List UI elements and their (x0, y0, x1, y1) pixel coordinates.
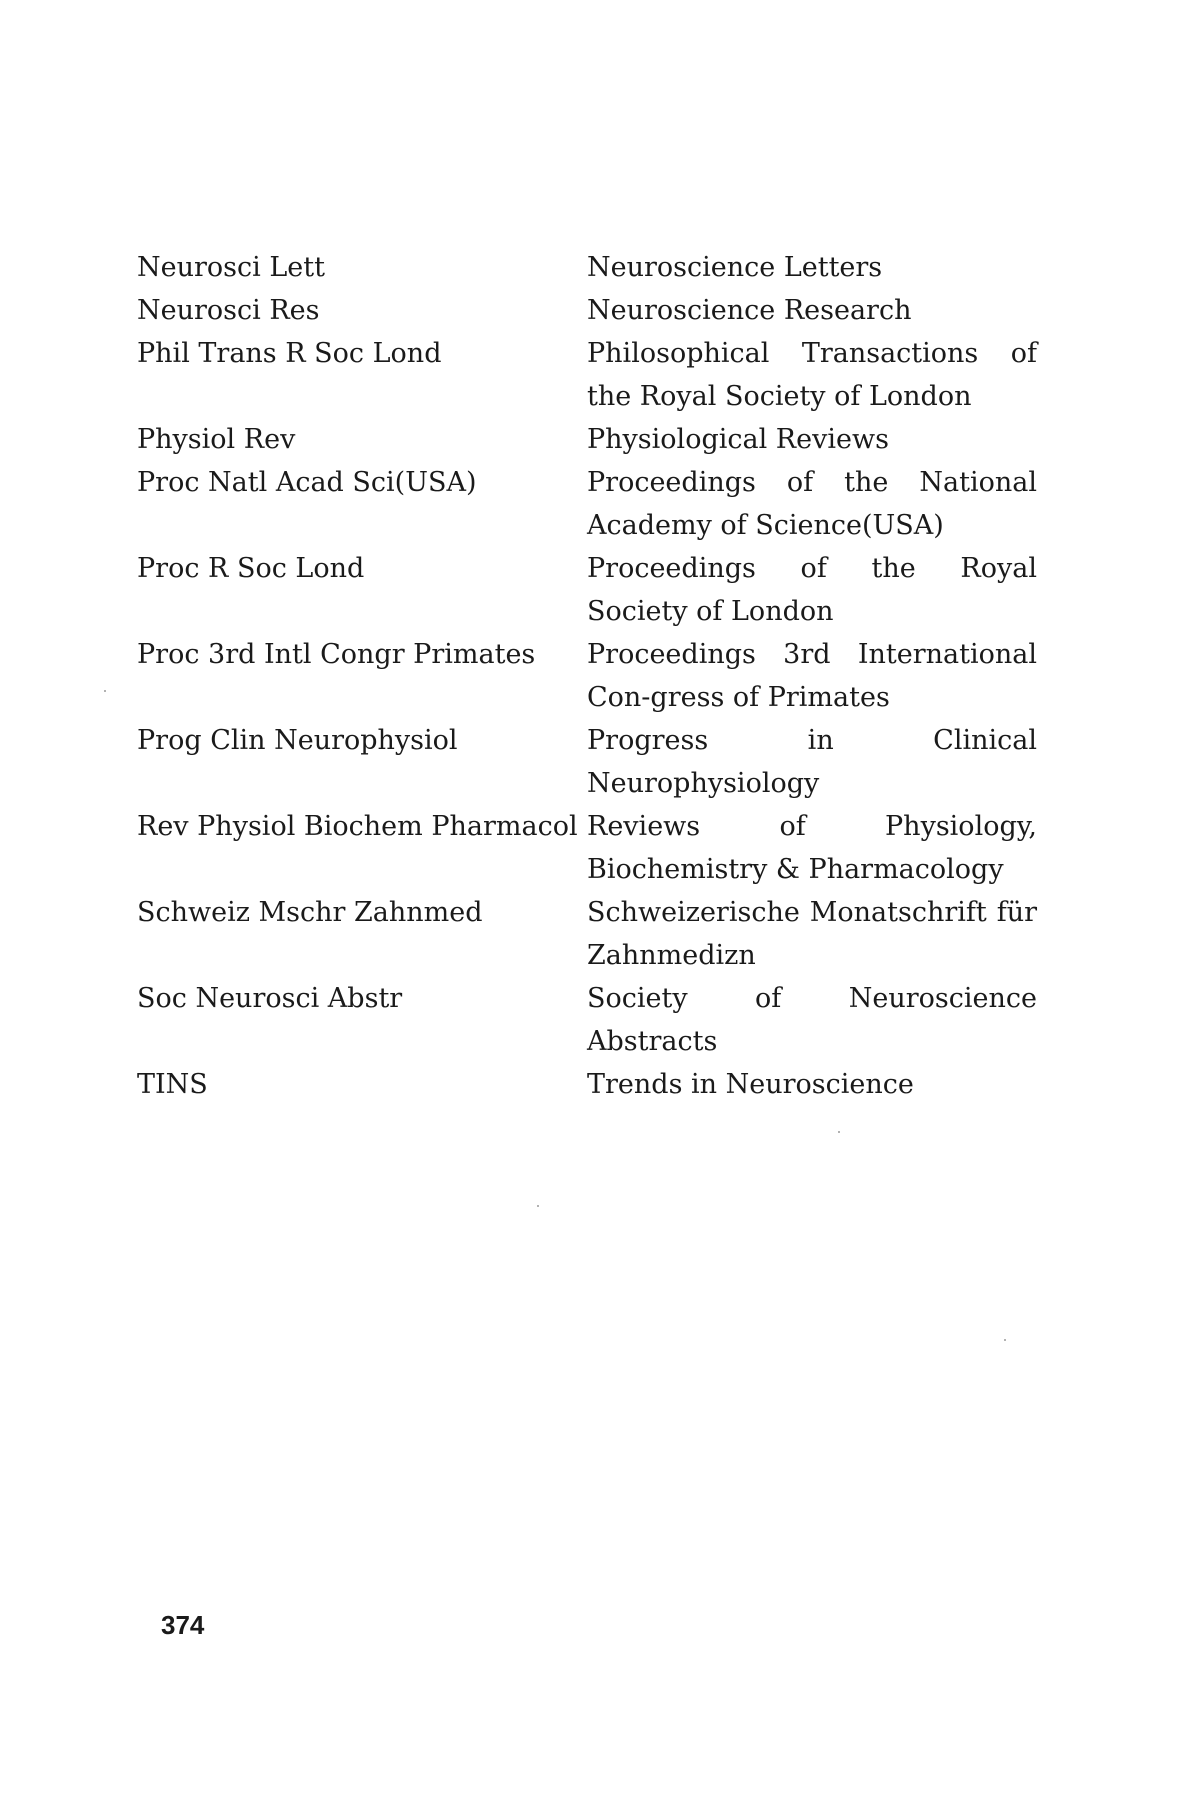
list-item (137, 977, 1057, 1063)
scan-speck (104, 690, 106, 692)
full-title: Proceedings of the National Academy of Science(USA) (587, 467, 1037, 541)
list-item (137, 289, 1057, 332)
full-title: Trends in Neuroscience (587, 1069, 914, 1100)
list-item (137, 891, 1057, 977)
journal-abbreviation-list (137, 246, 1057, 1106)
full-title: Schweizerische Monatschrift für Zahnmedizn (587, 897, 1037, 971)
abbreviation: Phil Trans R Soc Lond (137, 338, 442, 369)
abbreviation: Proc Natl Acad Sci(USA) (137, 467, 477, 498)
full-title: Neuroscience Letters (587, 252, 883, 283)
abbreviation: TINS (137, 1069, 208, 1100)
abbreviation: Neurosci Res (137, 295, 320, 326)
full-title: Society of Neuroscience Abstracts (587, 983, 1037, 1057)
list-item (137, 633, 1057, 719)
abbreviation: Proc 3rd Intl Congr Primates (137, 639, 536, 670)
abbreviation: Soc Neurosci Abstr (137, 983, 403, 1014)
list-item (137, 246, 1057, 289)
abbreviation: Neurosci Lett (137, 252, 325, 283)
full-title: Reviews of Physiology, Biochemistry & Pharmacology (587, 811, 1037, 885)
list-item (137, 1063, 1057, 1106)
page-number: 374 (161, 1610, 205, 1640)
scan-speck (537, 1205, 539, 1207)
abbreviation: Rev Physiol Biochem Pharmacol (137, 811, 578, 842)
abbreviation: Schweiz Mschr Zahnmed (137, 897, 483, 928)
abbreviation: Proc R Soc Lond (137, 553, 365, 584)
list-item (137, 719, 1057, 805)
scan-speck (1004, 1339, 1006, 1341)
list-item (137, 418, 1057, 461)
list-item (137, 332, 1057, 418)
full-title: Neuroscience Research (587, 295, 912, 326)
full-title: Physiological Reviews (587, 424, 889, 455)
list-item (137, 547, 1057, 633)
scan-speck (838, 1131, 840, 1133)
full-title: Proceedings of the Royal Society of London (587, 553, 1037, 627)
full-title: Progress in Clinical Neurophysiology (587, 725, 1037, 799)
list-item (137, 461, 1057, 547)
list-item (137, 805, 1057, 891)
abbreviation: Physiol Rev (137, 424, 296, 455)
abbreviation: Prog Clin Neurophysiol (137, 725, 458, 756)
full-title: Philosophical Transactions of the Royal Society of London (587, 338, 1037, 412)
full-title: Proceedings 3rd International Con-gress of Primates (587, 639, 1037, 713)
